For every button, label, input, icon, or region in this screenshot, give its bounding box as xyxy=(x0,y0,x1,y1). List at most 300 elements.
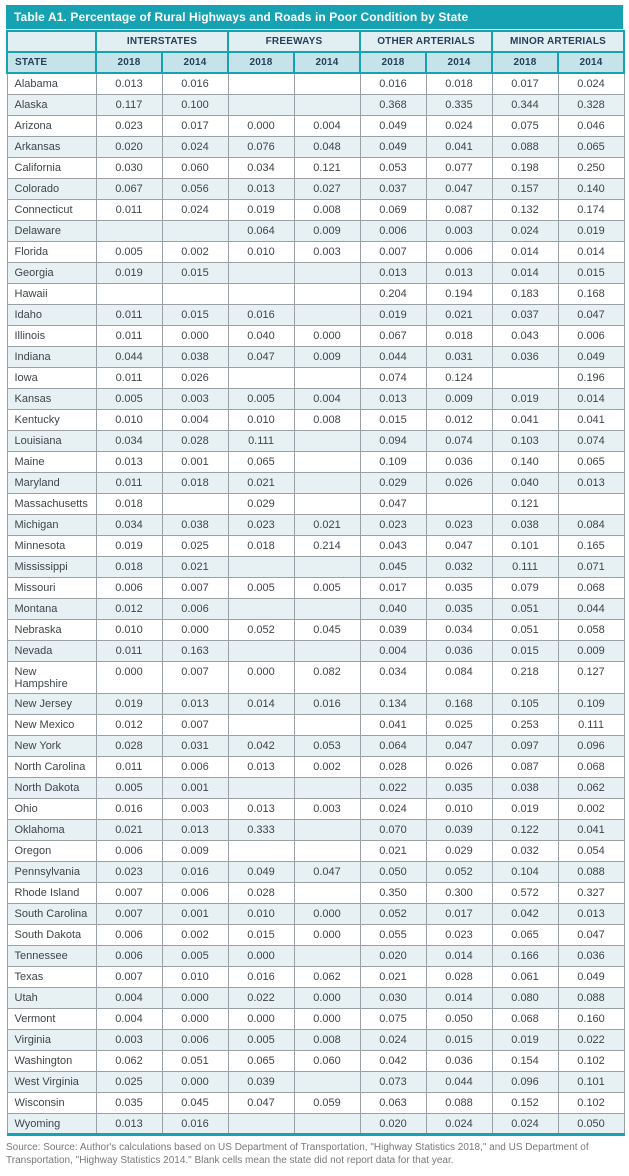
value-cell: 0.000 xyxy=(96,661,162,693)
value-cell: 0.028 xyxy=(228,882,294,903)
year-header-interstates-2018: 2018 xyxy=(96,52,162,73)
value-cell: 0.050 xyxy=(360,861,426,882)
table-row xyxy=(7,840,624,861)
value-cell: 0.053 xyxy=(294,735,360,756)
value-cell: 0.038 xyxy=(162,346,228,367)
value-cell: 0.039 xyxy=(228,1071,294,1092)
value-cell: 0.021 xyxy=(360,966,426,987)
value-cell xyxy=(162,283,228,304)
state-name: Nevada xyxy=(7,640,96,661)
table-row xyxy=(7,115,624,136)
value-cell: 0.015 xyxy=(360,409,426,430)
value-cell: 0.007 xyxy=(162,714,228,735)
table-row xyxy=(7,304,624,325)
value-cell xyxy=(228,94,294,115)
state-name: Missouri xyxy=(7,577,96,598)
value-cell: 0.000 xyxy=(162,1008,228,1029)
value-cell: 0.074 xyxy=(558,430,624,451)
value-cell: 0.121 xyxy=(492,493,558,514)
value-cell: 0.036 xyxy=(492,346,558,367)
table-row xyxy=(7,945,624,966)
value-cell: 0.013 xyxy=(360,262,426,283)
value-cell: 0.040 xyxy=(228,325,294,346)
value-cell: 0.037 xyxy=(360,178,426,199)
value-cell: 0.016 xyxy=(96,798,162,819)
value-cell: 0.041 xyxy=(426,136,492,157)
value-cell: 0.009 xyxy=(294,220,360,241)
group-header-interstates: INTERSTATES xyxy=(96,31,228,52)
state-name: New Hampshire xyxy=(7,661,96,693)
value-cell xyxy=(294,94,360,115)
value-cell: 0.152 xyxy=(492,1092,558,1113)
state-name: Colorado xyxy=(7,178,96,199)
value-cell: 0.037 xyxy=(492,304,558,325)
value-cell: 0.045 xyxy=(294,619,360,640)
value-cell: 0.166 xyxy=(492,945,558,966)
year-header-freeways-2014: 2014 xyxy=(294,52,360,73)
value-cell: 0.035 xyxy=(426,577,492,598)
table-row xyxy=(7,777,624,798)
value-cell: 0.000 xyxy=(294,1008,360,1029)
value-cell: 0.327 xyxy=(558,882,624,903)
value-cell: 0.028 xyxy=(360,756,426,777)
value-cell: 0.016 xyxy=(228,966,294,987)
value-cell: 0.006 xyxy=(96,840,162,861)
value-cell: 0.065 xyxy=(558,451,624,472)
value-cell xyxy=(228,367,294,388)
value-cell: 0.062 xyxy=(558,777,624,798)
state-name: Minnesota xyxy=(7,535,96,556)
value-cell: 0.026 xyxy=(162,367,228,388)
value-cell: 0.065 xyxy=(492,924,558,945)
value-cell: 0.065 xyxy=(228,1050,294,1071)
value-cell: 0.021 xyxy=(96,819,162,840)
value-cell: 0.088 xyxy=(492,136,558,157)
value-cell: 0.034 xyxy=(360,661,426,693)
value-cell: 0.006 xyxy=(162,1029,228,1050)
table-row xyxy=(7,514,624,535)
value-cell: 0.047 xyxy=(228,346,294,367)
year-header-minor-arterials-2014: 2014 xyxy=(558,52,624,73)
value-cell: 0.007 xyxy=(96,903,162,924)
value-cell: 0.029 xyxy=(228,493,294,514)
value-cell: 0.044 xyxy=(558,598,624,619)
table-row xyxy=(7,556,624,577)
value-cell: 0.088 xyxy=(426,1092,492,1113)
state-name: Indiana xyxy=(7,346,96,367)
table-row xyxy=(7,409,624,430)
value-cell: 0.002 xyxy=(558,798,624,819)
value-cell: 0.004 xyxy=(294,115,360,136)
value-cell: 0.034 xyxy=(96,430,162,451)
value-cell: 0.005 xyxy=(228,1029,294,1050)
table-row xyxy=(7,798,624,819)
value-cell: 0.134 xyxy=(360,693,426,714)
value-cell: 0.010 xyxy=(228,241,294,262)
value-cell: 0.003 xyxy=(96,1029,162,1050)
state-name: Michigan xyxy=(7,514,96,535)
corner-cell xyxy=(7,31,96,52)
value-cell: 0.010 xyxy=(162,966,228,987)
value-cell: 0.043 xyxy=(360,535,426,556)
value-cell: 0.018 xyxy=(96,493,162,514)
value-cell: 0.046 xyxy=(558,115,624,136)
state-name: Wyoming xyxy=(7,1113,96,1134)
year-header-other-arterials-2014: 2014 xyxy=(426,52,492,73)
value-cell: 0.024 xyxy=(360,1029,426,1050)
value-cell xyxy=(228,1113,294,1134)
value-cell xyxy=(294,451,360,472)
value-cell: 0.015 xyxy=(492,640,558,661)
value-cell xyxy=(228,598,294,619)
value-cell: 0.157 xyxy=(492,178,558,199)
value-cell: 0.174 xyxy=(558,199,624,220)
value-cell: 0.005 xyxy=(294,577,360,598)
value-cell: 0.218 xyxy=(492,661,558,693)
value-cell: 0.040 xyxy=(492,472,558,493)
table-body xyxy=(7,73,624,1134)
value-cell: 0.012 xyxy=(96,714,162,735)
value-cell: 0.087 xyxy=(492,756,558,777)
value-cell: 0.198 xyxy=(492,157,558,178)
value-cell: 0.000 xyxy=(162,987,228,1008)
value-cell: 0.214 xyxy=(294,535,360,556)
value-cell: 0.062 xyxy=(96,1050,162,1071)
state-name: Alabama xyxy=(7,73,96,94)
value-cell: 0.029 xyxy=(360,472,426,493)
value-cell: 0.032 xyxy=(426,556,492,577)
state-name: Oregon xyxy=(7,840,96,861)
group-header-freeways: FREEWAYS xyxy=(228,31,360,52)
value-cell: 0.006 xyxy=(96,924,162,945)
value-cell: 0.025 xyxy=(426,714,492,735)
value-cell xyxy=(294,556,360,577)
value-cell: 0.030 xyxy=(96,157,162,178)
value-cell: 0.102 xyxy=(558,1050,624,1071)
value-cell: 0.005 xyxy=(96,777,162,798)
value-cell: 0.140 xyxy=(558,178,624,199)
value-cell: 0.055 xyxy=(360,924,426,945)
value-cell: 0.009 xyxy=(426,388,492,409)
value-cell: 0.018 xyxy=(96,556,162,577)
state-column-header: STATE xyxy=(7,52,96,73)
value-cell: 0.163 xyxy=(162,640,228,661)
value-cell: 0.018 xyxy=(228,535,294,556)
value-cell: 0.013 xyxy=(360,388,426,409)
value-cell: 0.300 xyxy=(426,882,492,903)
value-cell: 0.024 xyxy=(360,798,426,819)
value-cell xyxy=(492,367,558,388)
value-cell: 0.044 xyxy=(360,346,426,367)
value-cell: 0.020 xyxy=(360,1113,426,1134)
value-cell: 0.010 xyxy=(426,798,492,819)
value-cell: 0.000 xyxy=(228,115,294,136)
value-cell: 0.328 xyxy=(558,94,624,115)
state-name: Texas xyxy=(7,966,96,987)
value-cell: 0.051 xyxy=(492,619,558,640)
value-cell: 0.045 xyxy=(162,1092,228,1113)
value-cell: 0.019 xyxy=(96,535,162,556)
value-cell: 0.019 xyxy=(96,693,162,714)
value-cell: 0.013 xyxy=(558,472,624,493)
value-cell: 0.000 xyxy=(294,903,360,924)
state-name: Arkansas xyxy=(7,136,96,157)
value-cell: 0.014 xyxy=(558,241,624,262)
year-header-freeways-2018: 2018 xyxy=(228,52,294,73)
value-cell: 0.056 xyxy=(162,178,228,199)
value-cell: 0.070 xyxy=(360,819,426,840)
state-name: Idaho xyxy=(7,304,96,325)
value-cell: 0.017 xyxy=(162,115,228,136)
value-cell: 0.013 xyxy=(558,903,624,924)
value-cell: 0.012 xyxy=(426,409,492,430)
value-cell: 0.015 xyxy=(426,1029,492,1050)
value-cell: 0.103 xyxy=(492,430,558,451)
value-cell: 0.008 xyxy=(294,199,360,220)
value-cell: 0.194 xyxy=(426,283,492,304)
value-cell: 0.049 xyxy=(558,966,624,987)
table-row xyxy=(7,367,624,388)
value-cell: 0.025 xyxy=(96,1071,162,1092)
value-cell: 0.084 xyxy=(558,514,624,535)
value-cell: 0.047 xyxy=(228,1092,294,1113)
column-group-header-row xyxy=(7,31,624,52)
value-cell: 0.005 xyxy=(228,577,294,598)
value-cell: 0.006 xyxy=(426,241,492,262)
table-row xyxy=(7,1029,624,1050)
value-cell: 0.013 xyxy=(426,262,492,283)
value-cell xyxy=(96,220,162,241)
value-cell: 0.017 xyxy=(426,903,492,924)
value-cell: 0.082 xyxy=(294,661,360,693)
value-cell: 0.040 xyxy=(360,598,426,619)
table-row xyxy=(7,136,624,157)
value-cell: 0.041 xyxy=(360,714,426,735)
value-cell: 0.052 xyxy=(228,619,294,640)
value-cell: 0.019 xyxy=(96,262,162,283)
value-cell: 0.105 xyxy=(492,693,558,714)
rural-highways-table xyxy=(6,30,625,1136)
value-cell xyxy=(162,493,228,514)
value-cell: 0.000 xyxy=(228,1008,294,1029)
table-row xyxy=(7,451,624,472)
value-cell: 0.042 xyxy=(360,1050,426,1071)
table-row xyxy=(7,535,624,556)
state-name: Arizona xyxy=(7,115,96,136)
table-row xyxy=(7,924,624,945)
value-cell: 0.001 xyxy=(162,777,228,798)
value-cell: 0.016 xyxy=(162,73,228,94)
value-cell: 0.011 xyxy=(96,472,162,493)
state-name: Iowa xyxy=(7,367,96,388)
value-cell: 0.021 xyxy=(360,840,426,861)
value-cell: 0.005 xyxy=(162,945,228,966)
state-name: Hawaii xyxy=(7,283,96,304)
value-cell: 0.032 xyxy=(492,840,558,861)
value-cell: 0.052 xyxy=(360,903,426,924)
value-cell: 0.127 xyxy=(558,661,624,693)
state-name: Oklahoma xyxy=(7,819,96,840)
value-cell xyxy=(294,1071,360,1092)
value-cell: 0.013 xyxy=(228,178,294,199)
value-cell: 0.023 xyxy=(426,514,492,535)
value-cell xyxy=(294,304,360,325)
value-cell: 0.168 xyxy=(558,283,624,304)
value-cell: 0.010 xyxy=(96,619,162,640)
value-cell: 0.088 xyxy=(558,861,624,882)
value-cell: 0.005 xyxy=(96,388,162,409)
value-cell: 0.022 xyxy=(228,987,294,1008)
value-cell: 0.024 xyxy=(426,1113,492,1134)
value-cell: 0.019 xyxy=(558,220,624,241)
value-cell: 0.015 xyxy=(162,262,228,283)
value-cell: 0.038 xyxy=(162,514,228,535)
value-cell: 0.096 xyxy=(558,735,624,756)
value-cell: 0.039 xyxy=(426,819,492,840)
value-cell: 0.018 xyxy=(426,73,492,94)
value-cell: 0.572 xyxy=(492,882,558,903)
value-cell: 0.063 xyxy=(360,1092,426,1113)
state-name: New Mexico xyxy=(7,714,96,735)
value-cell: 0.069 xyxy=(360,199,426,220)
value-cell: 0.004 xyxy=(96,987,162,1008)
value-cell: 0.009 xyxy=(558,640,624,661)
table-row xyxy=(7,735,624,756)
value-cell: 0.111 xyxy=(558,714,624,735)
value-cell: 0.035 xyxy=(96,1092,162,1113)
value-cell: 0.049 xyxy=(360,115,426,136)
value-cell: 0.015 xyxy=(162,304,228,325)
value-cell: 0.067 xyxy=(96,178,162,199)
value-cell: 0.003 xyxy=(294,798,360,819)
value-cell: 0.029 xyxy=(426,840,492,861)
table-row xyxy=(7,598,624,619)
value-cell: 0.094 xyxy=(360,430,426,451)
value-cell: 0.013 xyxy=(96,1113,162,1134)
value-cell: 0.011 xyxy=(96,199,162,220)
table-row xyxy=(7,178,624,199)
value-cell: 0.013 xyxy=(96,451,162,472)
state-name: Rhode Island xyxy=(7,882,96,903)
value-cell xyxy=(294,367,360,388)
value-cell: 0.104 xyxy=(492,861,558,882)
state-name: Delaware xyxy=(7,220,96,241)
state-name: Kentucky xyxy=(7,409,96,430)
value-cell: 0.001 xyxy=(162,903,228,924)
value-cell: 0.014 xyxy=(492,262,558,283)
value-cell: 0.021 xyxy=(294,514,360,535)
value-cell: 0.154 xyxy=(492,1050,558,1071)
group-header-other-arterials: OTHER ARTERIALS xyxy=(360,31,492,52)
value-cell: 0.073 xyxy=(360,1071,426,1092)
value-cell: 0.024 xyxy=(492,220,558,241)
value-cell: 0.074 xyxy=(426,430,492,451)
value-cell: 0.014 xyxy=(426,945,492,966)
value-cell: 0.005 xyxy=(228,388,294,409)
value-cell: 0.006 xyxy=(162,598,228,619)
group-header-minor-arterials: MINOR ARTERIALS xyxy=(492,31,624,52)
state-name: West Virginia xyxy=(7,1071,96,1092)
table-row xyxy=(7,262,624,283)
value-cell: 0.049 xyxy=(360,136,426,157)
table-row xyxy=(7,819,624,840)
value-cell: 0.048 xyxy=(294,136,360,157)
value-cell: 0.003 xyxy=(426,220,492,241)
table-row xyxy=(7,577,624,598)
value-cell: 0.000 xyxy=(162,325,228,346)
value-cell: 0.132 xyxy=(492,199,558,220)
value-cell: 0.034 xyxy=(96,514,162,535)
value-cell: 0.096 xyxy=(492,1071,558,1092)
value-cell: 0.054 xyxy=(558,840,624,861)
value-cell: 0.042 xyxy=(492,903,558,924)
value-cell: 0.017 xyxy=(360,577,426,598)
value-cell: 0.021 xyxy=(228,472,294,493)
value-cell xyxy=(228,640,294,661)
value-cell xyxy=(228,556,294,577)
state-name: Kansas xyxy=(7,388,96,409)
value-cell: 0.100 xyxy=(162,94,228,115)
value-cell: 0.038 xyxy=(492,514,558,535)
value-cell: 0.253 xyxy=(492,714,558,735)
value-cell: 0.047 xyxy=(558,924,624,945)
value-cell: 0.019 xyxy=(492,1029,558,1050)
value-cell: 0.024 xyxy=(162,199,228,220)
value-cell: 0.019 xyxy=(492,388,558,409)
state-name: Tennessee xyxy=(7,945,96,966)
value-cell: 0.010 xyxy=(96,409,162,430)
value-cell: 0.204 xyxy=(360,283,426,304)
value-cell: 0.097 xyxy=(492,735,558,756)
value-cell: 0.047 xyxy=(294,861,360,882)
state-name: Montana xyxy=(7,598,96,619)
value-cell: 0.008 xyxy=(294,1029,360,1050)
value-cell: 0.009 xyxy=(294,346,360,367)
value-cell: 0.061 xyxy=(492,966,558,987)
table-title: Table A1. Percentage of Rural Highways and Roads in Poor Condition by State xyxy=(6,5,623,29)
table-row xyxy=(7,861,624,882)
value-cell: 0.122 xyxy=(492,819,558,840)
table-row xyxy=(7,966,624,987)
value-cell: 0.004 xyxy=(96,1008,162,1029)
table-row xyxy=(7,346,624,367)
value-cell xyxy=(96,283,162,304)
value-cell: 0.109 xyxy=(558,693,624,714)
value-cell: 0.058 xyxy=(558,619,624,640)
value-cell: 0.030 xyxy=(360,987,426,1008)
table-row xyxy=(7,94,624,115)
table-row xyxy=(7,1092,624,1113)
value-cell: 0.015 xyxy=(558,262,624,283)
source-note: Source: Source: Author's calculations based on US Department of Transportation, "Highway Statistics 2018," and US Department of Transportation, "Highway Statistics 2014." Blank cells mean the state did not report data for that year. xyxy=(6,1141,589,1166)
value-cell: 0.035 xyxy=(426,777,492,798)
value-cell: 0.020 xyxy=(96,136,162,157)
value-cell: 0.000 xyxy=(162,619,228,640)
value-cell: 0.034 xyxy=(228,157,294,178)
value-cell: 0.052 xyxy=(426,861,492,882)
value-cell: 0.004 xyxy=(162,409,228,430)
value-cell: 0.038 xyxy=(492,777,558,798)
value-cell: 0.041 xyxy=(558,819,624,840)
state-name: New York xyxy=(7,735,96,756)
value-cell: 0.045 xyxy=(360,556,426,577)
value-cell: 0.064 xyxy=(228,220,294,241)
value-cell: 0.008 xyxy=(294,409,360,430)
value-cell: 0.007 xyxy=(162,577,228,598)
state-name: North Carolina xyxy=(7,756,96,777)
value-cell xyxy=(228,73,294,94)
value-cell xyxy=(228,777,294,798)
